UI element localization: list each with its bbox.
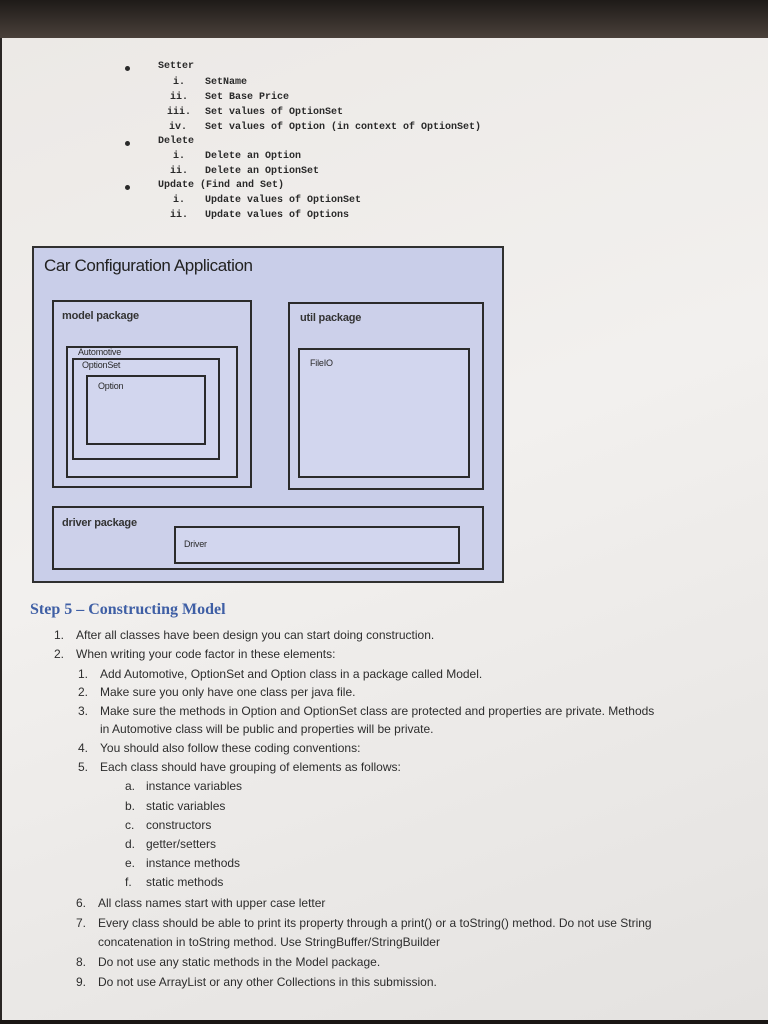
sub-item-text: Each class should have grouping of elements as follows: [100, 760, 401, 774]
crud-sub-num: i. [173, 151, 186, 162]
bullet-icon [125, 185, 130, 190]
crud-heading-setter: Setter [158, 61, 195, 72]
grouping-text: static variables [146, 799, 226, 813]
diagram-title: Car Configuration Application [44, 256, 253, 275]
sub-item-text: Add Automotive, OptionSet and Option class in a package called Model. [100, 667, 483, 681]
grouping-text: static methods [146, 875, 224, 889]
step-item-number: 2. [54, 647, 65, 661]
sub-item-text: Make sure you only have one class per java file. [100, 685, 356, 699]
sub-item-text: Make sure the methods in Option and OptionSet class are protected and properties are private. Methods [100, 704, 655, 718]
crud-sub-text: Update values of OptionSet [205, 195, 362, 206]
sub-item-text: Do not use ArrayList or any other Collections in this submission. [98, 975, 437, 989]
monitor-bottom-bezel [0, 1020, 768, 1024]
sub-item-text: You should also follow these coding conventions: [100, 741, 361, 755]
grouping-text: instance methods [146, 856, 241, 870]
crud-sub-text: Set values of Option (in context of OptionSet) [205, 122, 482, 133]
crud-sub-text: Delete an OptionSet [205, 166, 320, 177]
util-package-box [288, 302, 484, 490]
sub-item-number: 8. [76, 955, 87, 969]
crud-sub-text: Set Base Price [205, 92, 290, 103]
driver-label: Driver [184, 539, 207, 549]
grouping-letter: c. [125, 818, 135, 832]
bullet-icon [125, 141, 130, 146]
monitor-top-bezel [0, 0, 768, 38]
option-class-box [86, 375, 206, 445]
grouping-letter: a. [125, 779, 136, 793]
sub-item-text: Every class should be able to print its property through a print() or a toString() method. Do not use String [98, 916, 652, 930]
grouping-letter: b. [125, 799, 136, 813]
crud-sub-text: Delete an Option [205, 151, 302, 162]
crud-sub-text: Update values of Options [205, 210, 350, 221]
document-page [2, 38, 768, 1020]
optionset-class-box [72, 358, 220, 460]
sub-item-number: 7. [76, 916, 87, 930]
automotive-label: Automotive [78, 347, 122, 357]
optionset-label: OptionSet [82, 360, 121, 370]
crud-sub-num: i. [173, 195, 186, 206]
model-package-label: model package [62, 310, 139, 322]
grouping-text: getter/setters [146, 837, 217, 851]
grouping-text: instance variables [146, 779, 243, 793]
sub-item-number: 2. [78, 685, 89, 699]
driver-package-box [52, 506, 484, 570]
driver-package-label: driver package [62, 517, 137, 529]
crud-sub-text: Set values of OptionSet [205, 107, 344, 118]
grouping-letter: d. [125, 837, 136, 851]
grouping-letter: e. [125, 856, 136, 870]
sub-item-number: 9. [76, 975, 87, 989]
crud-sub-num: i. [173, 77, 186, 88]
sub-item-text-continued: in Automotive class will be public and properties will be private. [100, 722, 434, 736]
crud-sub-num: iv. [169, 122, 188, 133]
grouping-text: constructors [146, 818, 212, 832]
bullet-icon [125, 66, 130, 71]
option-label: Option [98, 381, 124, 391]
crud-sub-num: iii. [167, 107, 192, 118]
sub-item-number: 5. [78, 760, 89, 774]
crud-sub-text: SetName [205, 77, 248, 88]
sub-item-number: 4. [78, 741, 89, 755]
util-package-label: util package [300, 312, 362, 324]
fileio-label: FileIO [310, 358, 333, 368]
crud-heading-update: Update (Find and Set) [158, 180, 285, 191]
driver-class-box [174, 526, 460, 564]
model-package-box [52, 300, 252, 488]
sub-item-text: All class names start with upper case letter [98, 896, 326, 910]
crud-heading-delete: Delete [158, 136, 195, 147]
step-title: Step 5 – Constructing Model [30, 601, 226, 618]
fileio-class-box [298, 348, 470, 478]
sub-item-number: 3. [78, 704, 89, 718]
car-configuration-diagram [32, 246, 504, 583]
crud-sub-num: ii. [170, 92, 189, 103]
sub-item-text: Do not use any static methods in the Model package. [98, 955, 381, 969]
step-item-text: After all classes have been design you can start doing construction. [76, 628, 435, 642]
step-item-number: 1. [54, 628, 65, 642]
sub-item-number: 1. [78, 667, 89, 681]
sub-item-number: 6. [76, 896, 87, 910]
grouping-letter: f. [125, 875, 132, 889]
sub-item-text-continued: concatenation in toString method. Use StringBuffer/StringBuilder [98, 935, 440, 949]
step-item-text: When writing your code factor in these elements: [76, 647, 336, 661]
crud-sub-num: ii. [170, 166, 189, 177]
automotive-class-box [66, 346, 238, 478]
crud-sub-num: ii. [170, 210, 189, 221]
